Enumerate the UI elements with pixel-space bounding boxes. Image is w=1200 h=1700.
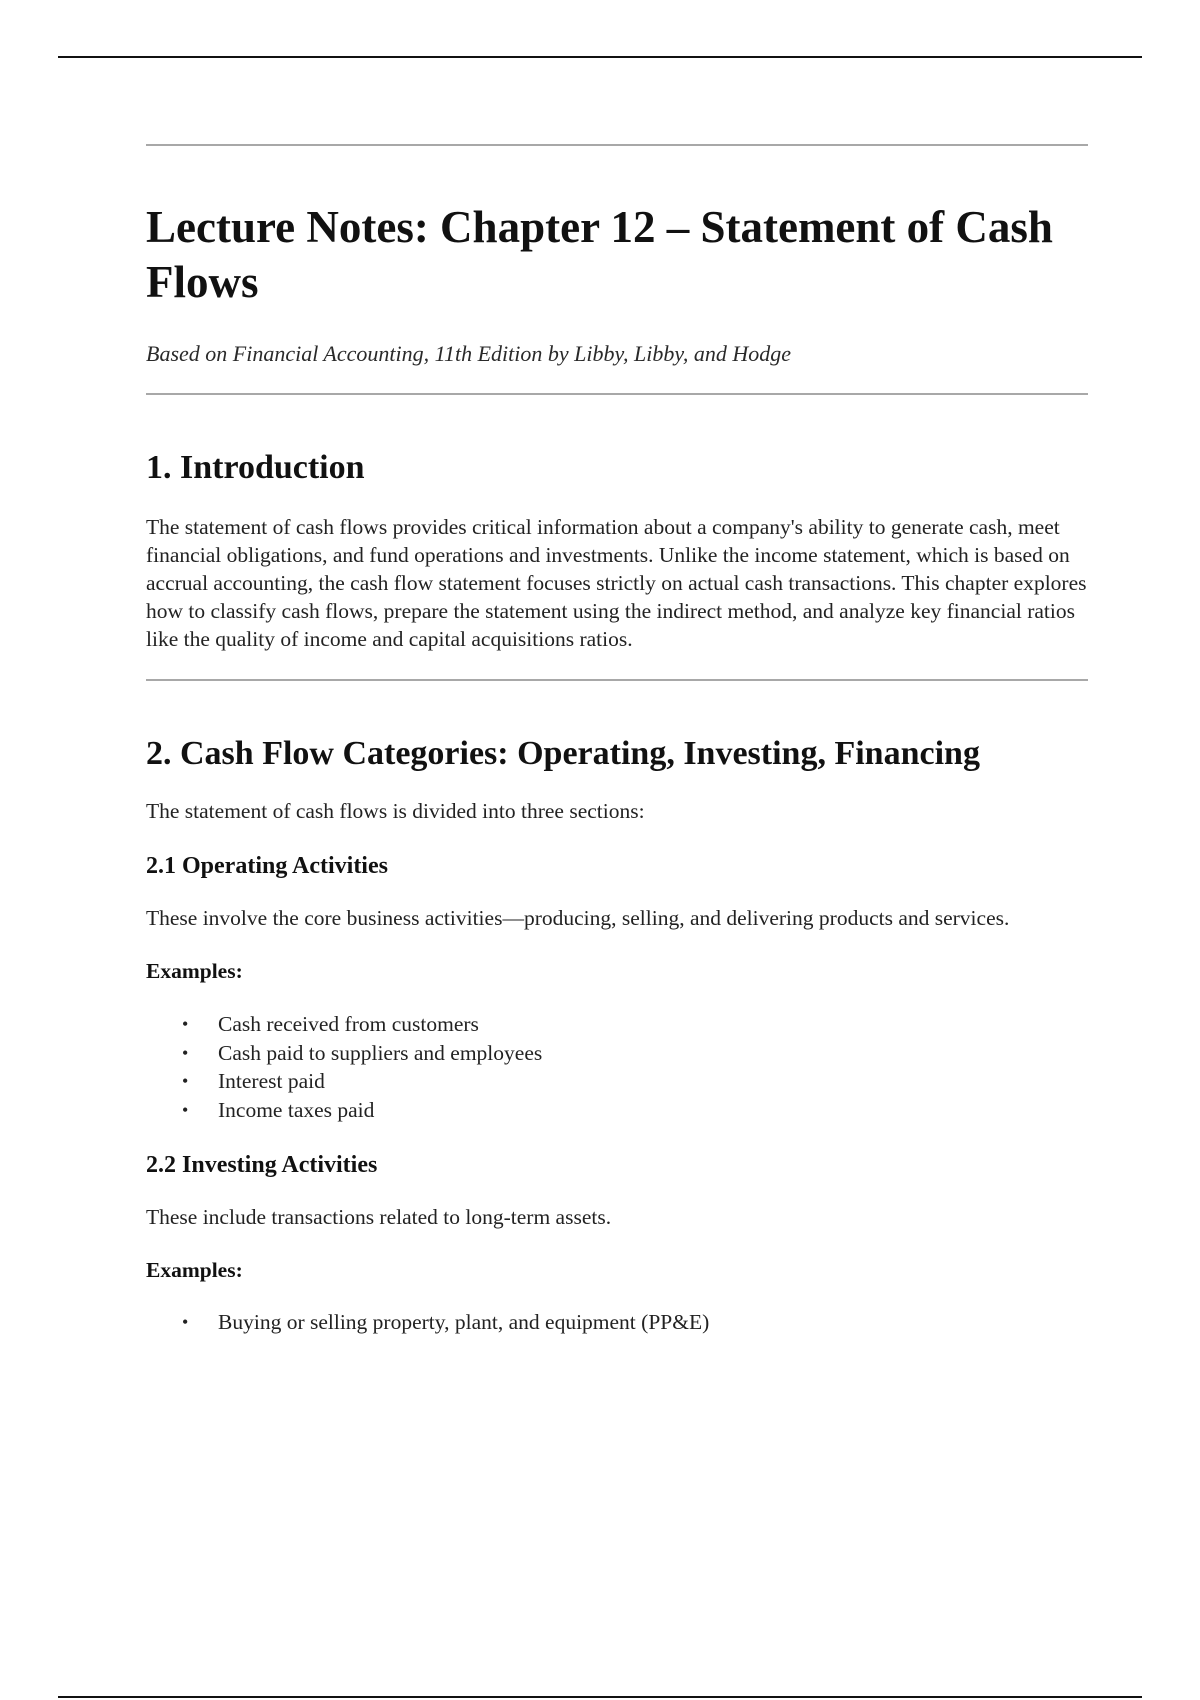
operating-examples-label: Examples:: [146, 959, 243, 983]
bullet-icon: •: [182, 1014, 189, 1034]
page-top-rule: [58, 56, 1142, 58]
bullet-icon: •: [182, 1099, 189, 1120]
list-item: • Buying or selling property, plant, and equipment (PP&E): [146, 1308, 1088, 1337]
document-body: [146, 144, 1088, 1337]
operating-activities-paragraph: These involve the core business activities—producing, selling, and delivering products and services.: [146, 906, 1010, 930]
introduction-paragraph: The statement of cash flows provides critical information about a company's ability to generate cash, meet financial obligations, and fund operations and investments. Unlike the income statement, which is based on accrual accounting, the cash flow statement focuses strictly on actual cash transactions. This chapter explores how to classify cash flows, prepare the statement using the indirect method, and analyze key financial ratios like the quality of income and capital acquisitions ratios.: [146, 515, 1087, 651]
operating-activities-heading: 2.1 Operating Activities: [146, 853, 388, 879]
introduction-divider: [146, 679, 1088, 681]
bullet-icon: •: [182, 1042, 189, 1063]
investing-examples-label: Examples:: [146, 1258, 243, 1282]
operating-examples-list: [146, 1010, 1088, 1124]
categories-intro: The statement of cash flows is divided into three sections:: [146, 799, 645, 823]
list-item: • Income taxes paid: [146, 1096, 1088, 1125]
page-bottom-rule: [58, 1696, 1142, 1698]
investing-examples-list: [146, 1308, 1088, 1337]
categories-heading: 2. Cash Flow Categories: Operating, Investing, Financing: [146, 735, 980, 772]
introduction-heading: 1. Introduction: [146, 449, 365, 486]
title-top-divider: [146, 144, 1088, 146]
list-item: • Interest paid: [146, 1067, 1088, 1096]
investing-activities-paragraph: These include transactions related to long-term assets.: [146, 1205, 612, 1229]
document-subtitle: Based on Financial Accounting, 11th Edition by Libby, Libby, and Hodge: [146, 341, 792, 366]
title-bottom-divider: [146, 393, 1088, 395]
investing-activities-heading: 2.2 Investing Activities: [146, 1152, 378, 1178]
document-title: Lecture Notes: Chapter 12 – Statement of Cash Flows: [146, 202, 1053, 307]
bullet-icon: •: [182, 1071, 189, 1091]
list-item: • Cash received from customers: [146, 1010, 1088, 1039]
list-item: • Cash paid to suppliers and employees: [146, 1039, 1088, 1068]
bullet-icon: •: [182, 1312, 189, 1332]
